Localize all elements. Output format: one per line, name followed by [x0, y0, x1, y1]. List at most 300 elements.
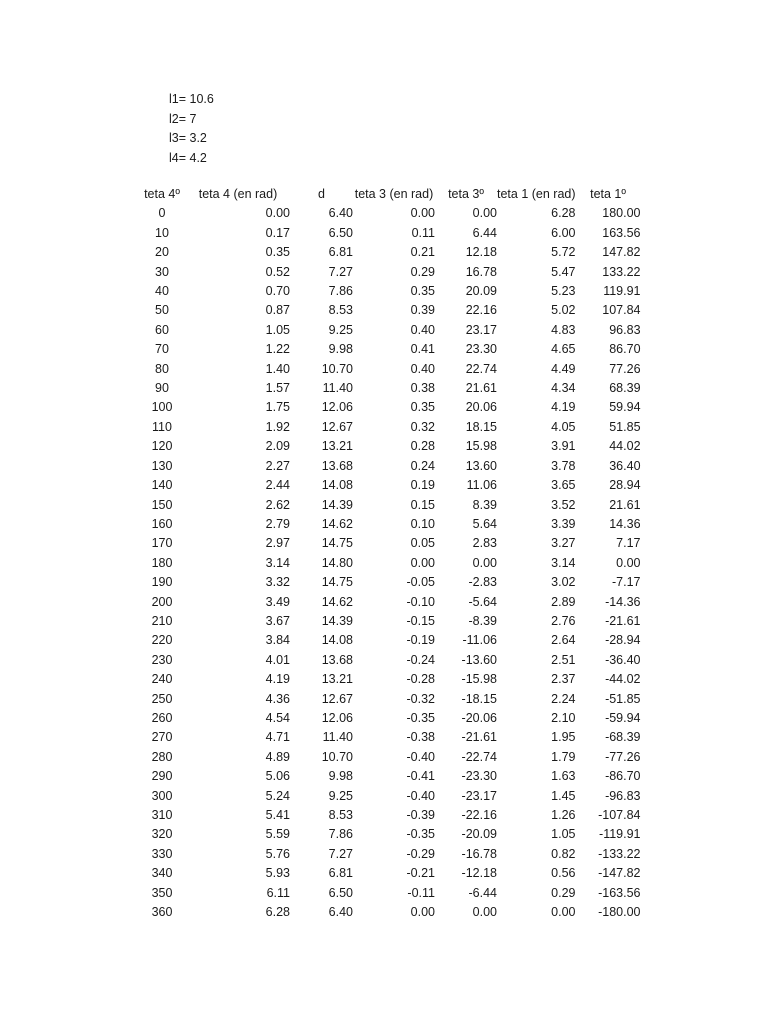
table-cell: 14.62 — [321, 594, 353, 609]
table-cell: -20.06 — [461, 710, 497, 725]
table-cell: -15.98 — [461, 672, 497, 687]
table-cell: 2.62 — [265, 497, 290, 512]
table-cell: 8.53 — [328, 808, 353, 822]
table-cell: 40 — [155, 284, 169, 299]
table-cell: 1.75 — [265, 400, 290, 415]
table-cell: 5.47 — [551, 264, 576, 279]
table-cell: 0.40 — [410, 322, 435, 337]
table-cell: 0.39 — [410, 303, 435, 318]
table-cell: 2.83 — [472, 536, 497, 551]
table-cell: 0.40 — [410, 361, 435, 376]
table-cell: -0.38 — [406, 730, 435, 745]
table-cell: 1.95 — [551, 730, 576, 745]
table-row — [138, 631, 641, 650]
table-cell: 5.64 — [472, 516, 497, 531]
table-cell: 0.11 — [411, 225, 435, 240]
table-cell: -68.39 — [605, 730, 641, 745]
table-cell: -2.83 — [468, 575, 497, 590]
table-cell: 260 — [151, 710, 173, 725]
table-cell: -0.41 — [406, 769, 435, 784]
table-cell: -14.36 — [605, 594, 641, 609]
table-cell: 120 — [151, 439, 173, 454]
table-cell: 2.44 — [265, 478, 290, 493]
table-cell: 23.17 — [465, 322, 497, 337]
link-length-l3: l3= 3.2 — [169, 131, 207, 145]
table-cell: 0.87 — [265, 303, 290, 318]
table-row — [138, 593, 641, 612]
table-cell: 0.05 — [410, 536, 435, 551]
table-cell: 5.41 — [265, 808, 290, 822]
table-cell: 330 — [151, 846, 173, 861]
table-cell: 0.10 — [410, 516, 435, 531]
table-cell: 4.05 — [551, 419, 576, 434]
table-cell: -0.11 — [407, 885, 435, 900]
table-row — [138, 515, 641, 534]
table-cell: 22.16 — [465, 303, 497, 318]
table-cell: 3.84 — [265, 633, 290, 648]
table-row — [138, 437, 641, 456]
table-cell: 0.00 — [472, 555, 497, 570]
table-cell: 3.67 — [265, 613, 290, 628]
table-row — [138, 418, 641, 437]
table-cell: 0.41 — [410, 342, 435, 357]
table-cell: 11.40 — [322, 381, 353, 396]
table-cell: 0.82 — [551, 846, 576, 861]
table-row — [138, 554, 641, 573]
table-cell: 30 — [155, 264, 169, 279]
table-cell: 14.75 — [321, 575, 353, 590]
table-cell: 147.82 — [602, 245, 641, 260]
table-cell: 2.10 — [551, 710, 576, 725]
table-cell: 9.98 — [328, 342, 353, 357]
table-cell: -28.94 — [605, 633, 641, 648]
table-cell: 3.32 — [265, 575, 290, 590]
table-row — [138, 360, 641, 379]
table-cell: 1.22 — [265, 342, 290, 357]
table-cell: 14.08 — [321, 478, 353, 493]
table-cell: 2.89 — [551, 594, 576, 609]
table-cell: -7.17 — [612, 575, 641, 590]
table-row — [138, 243, 641, 262]
table-cell: 360 — [151, 905, 173, 920]
table-cell: 4.19 — [265, 672, 290, 687]
table-cell: 10.70 — [321, 749, 353, 764]
table-cell: 310 — [151, 808, 173, 822]
table-cell: 6.28 — [551, 206, 576, 221]
table-cell: 86.70 — [609, 342, 641, 357]
table-cell: 0.00 — [410, 206, 435, 221]
table-cell: 3.02 — [551, 575, 576, 590]
table-row — [138, 282, 641, 301]
table-cell: -21.61 — [461, 730, 497, 745]
table-cell: 9.98 — [328, 769, 353, 784]
table-cell: 250 — [151, 691, 173, 706]
table-cell: 0.00 — [616, 555, 641, 570]
table-cell: 0.24 — [410, 458, 435, 473]
table-cell: 0.15 — [410, 497, 435, 512]
table-cell: 12.18 — [465, 245, 497, 260]
table-cell: 3.49 — [265, 594, 290, 609]
table-cell: 1.26 — [551, 808, 576, 822]
table-cell: 163.56 — [602, 225, 641, 240]
table-cell: 1.45 — [551, 788, 576, 803]
table-cell: -59.94 — [605, 710, 641, 725]
table-row — [138, 884, 641, 903]
table-cell: 0.56 — [551, 866, 576, 881]
link-lengths — [169, 90, 214, 168]
table-row — [138, 534, 641, 553]
table-cell: 5.93 — [265, 866, 290, 881]
table-row — [138, 496, 641, 515]
table-cell: 0.00 — [265, 206, 290, 221]
table-cell: 13.60 — [465, 458, 497, 473]
table-cell: 3.39 — [551, 516, 576, 531]
table-cell: 3.78 — [551, 458, 576, 473]
table-cell: 240 — [151, 672, 173, 687]
table-cell: 0.70 — [265, 284, 290, 299]
table-row — [138, 651, 641, 670]
table-cell: 6.44 — [472, 225, 497, 240]
table-row — [138, 767, 641, 786]
table-cell: 0.35 — [410, 284, 435, 299]
table-cell: 68.39 — [609, 381, 641, 396]
column-header-teta1-rad: teta 1 (en rad) — [497, 187, 576, 201]
table-cell: 190 — [151, 575, 173, 590]
table-cell: -0.32 — [406, 691, 435, 706]
table-cell: 210 — [151, 613, 173, 628]
table-cell: 2.79 — [265, 516, 290, 531]
table-cell: -0.40 — [406, 749, 435, 764]
table-cell: 5.23 — [551, 284, 576, 299]
table-cell: 7.17 — [616, 536, 641, 551]
table-cell: -119.91 — [599, 827, 641, 842]
table-cell: 6.28 — [265, 905, 290, 920]
table-cell: -8.39 — [468, 613, 497, 628]
table-cell: -0.19 — [406, 633, 435, 648]
table-cell: 0.19 — [410, 478, 435, 493]
table-cell: 21.61 — [465, 381, 497, 396]
table-cell: 150 — [151, 497, 173, 512]
column-header-teta4-rad: teta 4 (en rad) — [198, 187, 278, 201]
table-cell: 0.38 — [410, 381, 435, 396]
table-cell: -5.64 — [468, 594, 497, 609]
table-cell: 230 — [151, 652, 173, 667]
table-cell: 5.59 — [265, 827, 290, 842]
table-cell: 4.01 — [265, 652, 290, 667]
table-cell: 0.29 — [410, 264, 435, 279]
table-row — [138, 476, 641, 495]
table-cell: 6.81 — [328, 866, 353, 881]
table-cell: 140 — [151, 478, 173, 493]
table-cell: 15.98 — [465, 439, 497, 454]
table-cell: 7.27 — [328, 264, 353, 279]
table-cell: -163.56 — [598, 885, 641, 900]
table-row — [138, 690, 641, 709]
table-cell: 13.21 — [321, 439, 353, 454]
table-row — [138, 825, 641, 844]
table-cell: 11.06 — [466, 478, 497, 493]
table-row — [138, 670, 641, 689]
table-cell: -13.60 — [461, 652, 497, 667]
link-length-l2: l2= 7 — [169, 111, 197, 126]
table-cell: 4.71 — [265, 730, 290, 745]
table-cell: 3.14 — [265, 555, 290, 570]
table-cell: 5.24 — [265, 788, 290, 803]
table-cell: 2.24 — [551, 691, 576, 706]
table-cell: 320 — [151, 827, 173, 842]
table-cell: 6.50 — [328, 885, 353, 900]
table-cell: 1.63 — [551, 769, 576, 784]
table-cell: -107.84 — [598, 808, 641, 822]
table-cell: 3.65 — [551, 478, 576, 493]
table-cell: 9.25 — [328, 322, 353, 337]
table-cell: -51.85 — [605, 691, 641, 706]
table-cell: 5.76 — [265, 846, 290, 861]
column-header-d: d — [318, 187, 325, 201]
table-cell: -0.05 — [406, 575, 435, 590]
table-cell: -0.21 — [406, 866, 435, 881]
table-cell: 14.39 — [321, 613, 353, 628]
table-cell: 0.28 — [410, 439, 435, 454]
table-row — [138, 903, 641, 922]
table-cell: 0.00 — [472, 206, 497, 221]
table-cell: 0.00 — [410, 555, 435, 570]
table-cell: 200 — [151, 594, 173, 609]
link-length-l4: l4= 4.2 — [169, 150, 207, 165]
table-cell: 6.50 — [328, 225, 353, 240]
column-header-teta3-rad: teta 3 (en rad) — [354, 187, 434, 201]
table-row — [138, 457, 641, 476]
table-cell: 23.30 — [465, 342, 497, 357]
table-cell: 6.40 — [328, 905, 353, 920]
table-row — [138, 806, 641, 825]
table-cell: 2.51 — [551, 652, 576, 667]
table-cell: 4.89 — [265, 749, 290, 764]
table-cell: -44.02 — [605, 672, 641, 687]
table-cell: 6.11 — [266, 885, 290, 900]
table-cell: 77.26 — [609, 361, 641, 376]
table-cell: 96.83 — [609, 322, 641, 337]
table-cell: 13.21 — [321, 672, 353, 687]
table-row — [138, 204, 641, 223]
table-cell: 90 — [155, 381, 169, 396]
table-cell: 20.09 — [465, 284, 497, 299]
table-cell: 28.94 — [609, 478, 641, 493]
table-cell: 20 — [155, 245, 169, 260]
table-cell: 1.92 — [265, 419, 290, 434]
table-cell: 2.76 — [551, 613, 576, 628]
table-cell: 4.36 — [265, 691, 290, 706]
table-cell: 12.06 — [321, 400, 353, 415]
table-cell: 0 — [158, 206, 166, 221]
table-cell: 51.85 — [609, 419, 641, 434]
table-cell: 4.49 — [551, 361, 576, 376]
table-row — [138, 398, 641, 417]
table-cell: -180.00 — [598, 905, 641, 920]
table-cell: 2.09 — [265, 439, 290, 454]
table-cell: 14.08 — [321, 633, 353, 648]
table-row — [138, 748, 641, 767]
table-cell: 180.00 — [602, 206, 641, 221]
table-cell: 22.74 — [465, 361, 497, 376]
table-row — [138, 263, 641, 282]
table-cell: 60 — [155, 322, 169, 337]
table-cell: 2.37 — [551, 672, 576, 687]
table-cell: -0.28 — [406, 672, 435, 687]
table-cell: 270 — [151, 730, 173, 745]
table-cell: 50 — [155, 303, 169, 318]
table-cell: 3.27 — [551, 536, 576, 551]
table-cell: 5.02 — [551, 303, 576, 318]
table-row — [138, 728, 641, 747]
table-cell: -0.39 — [406, 808, 435, 822]
table-row — [138, 573, 641, 592]
table-cell: -23.30 — [461, 769, 497, 784]
table-cell: 100 — [151, 400, 173, 415]
table-cell: 11.40 — [322, 730, 353, 745]
table-cell: 4.65 — [551, 342, 576, 357]
table-cell: 8.53 — [328, 303, 353, 318]
table-cell: -77.26 — [605, 749, 641, 764]
table-cell: 14.36 — [609, 516, 641, 531]
table-cell: -86.70 — [605, 769, 641, 784]
table-cell: -11.06 — [462, 633, 497, 648]
table-row — [138, 340, 641, 359]
table-cell: 5.72 — [551, 245, 576, 260]
table-cell: -0.35 — [406, 710, 435, 725]
table-cell: 0.52 — [265, 264, 290, 279]
table-cell: 10 — [155, 225, 169, 240]
table-cell: 0.32 — [410, 419, 435, 434]
table-row — [138, 379, 641, 398]
table-cell: 1.40 — [265, 361, 290, 376]
column-header-teta1-deg: teta 1º — [590, 187, 626, 201]
table-cell: 12.67 — [321, 419, 353, 434]
table-cell: -22.74 — [461, 749, 497, 764]
table-row — [138, 224, 641, 243]
table-cell: 7.86 — [328, 827, 353, 842]
table-cell: -0.24 — [406, 652, 435, 667]
table-cell: 0.00 — [551, 905, 576, 920]
table-cell: -96.83 — [605, 788, 641, 803]
table-cell: 6.81 — [328, 245, 353, 260]
table-cell: 4.54 — [265, 710, 290, 725]
table-cell: -16.78 — [461, 846, 497, 861]
table-cell: 3.14 — [551, 555, 576, 570]
table-cell: 0.35 — [410, 400, 435, 415]
table-cell: 59.94 — [609, 400, 641, 415]
table-cell: 180 — [151, 555, 173, 570]
table-cell: 3.91 — [551, 439, 576, 454]
table-cell: 8.39 — [472, 497, 497, 512]
table-cell: 107.84 — [602, 303, 641, 318]
table-cell: 130 — [151, 458, 173, 473]
table-row — [138, 612, 641, 631]
table-cell: 110 — [152, 419, 172, 434]
table-cell: 119.91 — [603, 284, 641, 299]
table-cell: -23.17 — [461, 788, 497, 803]
table-body — [138, 204, 641, 922]
table-cell: 340 — [151, 866, 173, 881]
table-cell: 0.17 — [265, 225, 290, 240]
table-cell: 7.27 — [328, 846, 353, 861]
table-cell: 1.79 — [551, 749, 576, 764]
table-cell: -36.40 — [605, 652, 641, 667]
table-cell: -0.35 — [406, 827, 435, 842]
table-cell: 18.15 — [465, 419, 497, 434]
table-cell: 21.61 — [609, 497, 641, 512]
column-header-teta4-deg: teta 4º — [144, 187, 180, 201]
table-row — [138, 301, 641, 320]
table-cell: -6.44 — [468, 885, 497, 900]
table-cell: 6.40 — [328, 206, 353, 221]
table-cell: 5.06 — [265, 769, 290, 784]
table-cell: -0.10 — [406, 594, 435, 609]
table-cell: 80 — [155, 361, 169, 376]
table-cell: 9.25 — [328, 788, 353, 803]
table-cell: -12.18 — [461, 866, 497, 881]
table-cell: 14.80 — [321, 555, 353, 570]
table-cell: 12.06 — [321, 710, 353, 725]
table-cell: 10.70 — [321, 361, 353, 376]
table-cell: 300 — [151, 788, 173, 803]
table-cell: 1.05 — [551, 827, 576, 842]
table-cell: -18.15 — [461, 691, 497, 706]
table-cell: -0.15 — [406, 613, 435, 628]
table-cell: 133.22 — [602, 264, 641, 279]
table-cell: 6.00 — [551, 225, 576, 240]
table-cell: -0.29 — [406, 846, 435, 861]
table-cell: 0.29 — [551, 885, 576, 900]
table-cell: 4.19 — [551, 400, 576, 415]
link-length-l1: l1= 10.6 — [169, 92, 214, 106]
table-cell: 4.83 — [551, 322, 576, 337]
table-cell: -22.16 — [461, 808, 497, 822]
table-cell: 12.67 — [321, 691, 353, 706]
table-row — [138, 321, 641, 340]
table-cell: -20.09 — [461, 827, 497, 842]
table-cell: 2.64 — [551, 633, 576, 648]
column-header-teta3-deg: teta 3º — [448, 187, 484, 201]
table-row — [138, 864, 641, 883]
table-cell: 13.68 — [321, 652, 353, 667]
table-cell: 3.52 — [551, 497, 576, 512]
table-cell: 36.40 — [609, 458, 641, 473]
table-cell: 0.35 — [265, 245, 290, 260]
table-cell: 14.39 — [321, 497, 353, 512]
table-cell: 13.68 — [321, 458, 353, 473]
table-cell: -133.22 — [598, 846, 641, 861]
table-cell: 14.62 — [321, 516, 353, 531]
table-cell: 350 — [151, 885, 173, 900]
table-cell: 20.06 — [465, 400, 497, 415]
table-cell: -147.82 — [598, 866, 641, 881]
table-cell: 70 — [155, 342, 169, 357]
table-cell: 16.78 — [465, 264, 497, 279]
table-cell: -21.61 — [605, 613, 641, 628]
table-header-row — [138, 185, 641, 204]
table-cell: 280 — [151, 749, 173, 764]
angle-table — [138, 185, 641, 922]
table-cell: 290 — [151, 769, 173, 784]
table-cell: 14.75 — [321, 536, 353, 551]
table-cell: 7.86 — [328, 284, 353, 299]
table-cell: 1.05 — [265, 322, 290, 337]
table-cell: 2.27 — [265, 458, 290, 473]
table-cell: 220 — [151, 633, 173, 648]
table-cell: 1.57 — [265, 381, 290, 396]
table-row — [138, 787, 641, 806]
